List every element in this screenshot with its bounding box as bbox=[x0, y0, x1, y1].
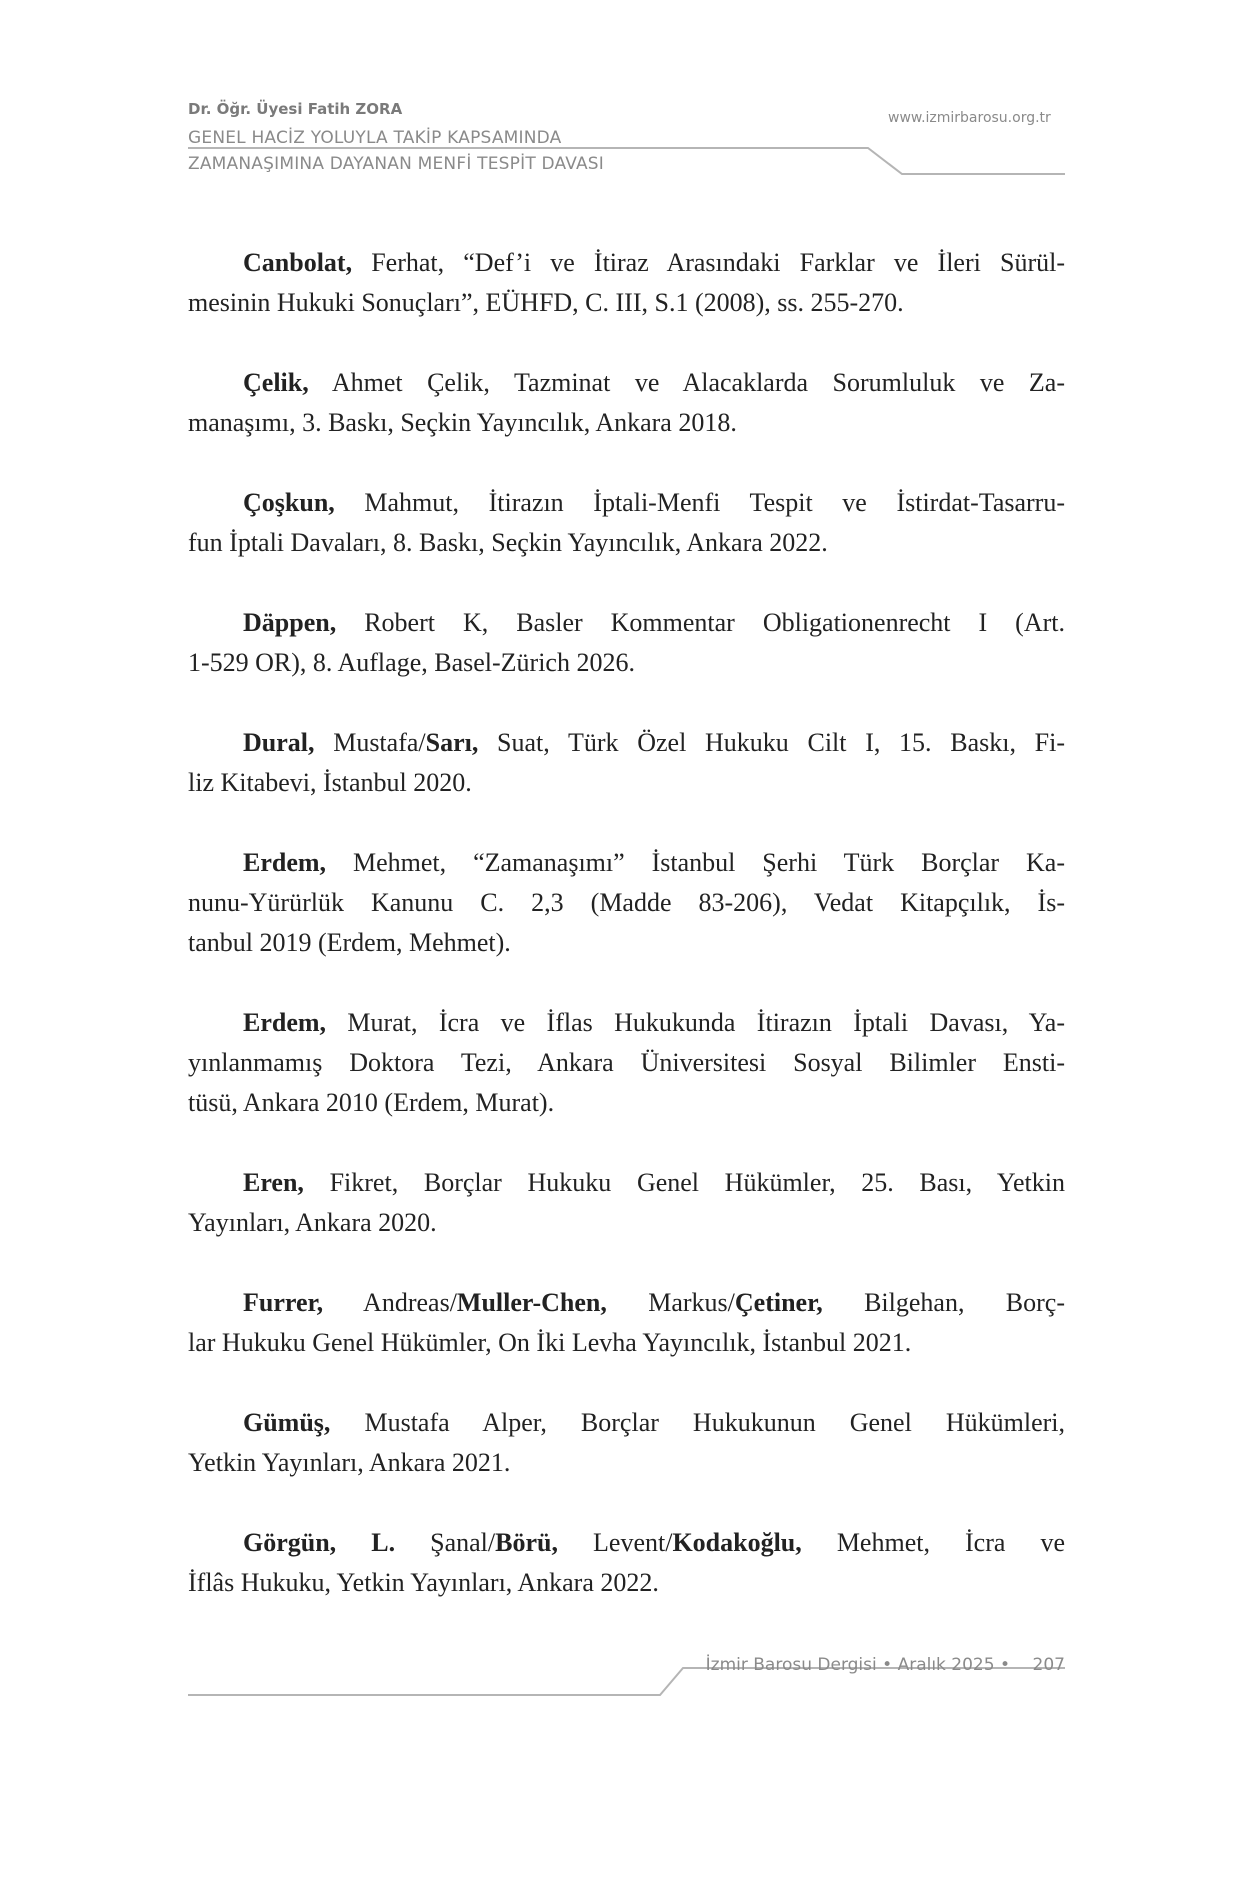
entry-line bbox=[188, 1203, 1065, 1243]
author-surname: Görgün, L. bbox=[243, 1528, 396, 1557]
entry-text: Mustafa Alper, Borçlar Hukukunun Genel Hükümleri, bbox=[330, 1408, 1065, 1437]
website-url: www.izmirbarosu.org.tr bbox=[888, 110, 1051, 126]
author-surname: Erdem, bbox=[243, 848, 327, 877]
author-surname: Muller-Chen, bbox=[456, 1288, 607, 1317]
entry-line bbox=[188, 643, 1065, 683]
entry-line bbox=[188, 1323, 1065, 1363]
article-title-line2: ZAMANAŞIMINA DAYANAN MENFİ TESPİT DAVASI bbox=[188, 154, 605, 174]
entry-text: Mehmet, İcra ve bbox=[801, 1528, 1065, 1557]
author-surname: Gümüş, bbox=[243, 1408, 331, 1437]
entry-text: Murat, İcra ve İflas Hukukunda İtirazın İptali Davası, Ya- bbox=[326, 1008, 1065, 1037]
entry-line bbox=[188, 923, 1065, 963]
entry-line bbox=[188, 1563, 1065, 1603]
bibliography-entry bbox=[188, 363, 1065, 443]
bibliography-entry bbox=[188, 843, 1065, 963]
entry-text: Bilgehan, Borç- bbox=[822, 1288, 1065, 1317]
author-surname: Börü, bbox=[495, 1528, 558, 1557]
entry-text: tanbul 2019 (Erdem, Mehmet). bbox=[188, 928, 511, 957]
entry-line bbox=[188, 843, 1065, 883]
author-surname: Dural, bbox=[243, 728, 315, 757]
author-surname: Çetiner, bbox=[734, 1288, 823, 1317]
entry-text: Ahmet Çelik, Tazminat ve Alacaklarda Sorumluluk ve Za- bbox=[308, 368, 1065, 397]
entry-text: yınlanmamış Doktora Tezi, Ankara Üniversitesi Sosyal Bilimler Ensti- bbox=[188, 1048, 1065, 1077]
author-surname: Çoşkun, bbox=[243, 488, 335, 517]
entry-line bbox=[188, 1083, 1065, 1123]
bibliography-entry bbox=[188, 243, 1065, 323]
entry-line bbox=[188, 243, 1065, 283]
entry-line bbox=[188, 603, 1065, 643]
journal-footer: İzmir Barosu Dergisi • Aralık 2025 • bbox=[705, 1655, 1010, 1675]
author-surname: Canbolat, bbox=[243, 248, 353, 277]
author-surname: Erdem, bbox=[243, 1008, 327, 1037]
entry-text: Mustafa/ bbox=[314, 728, 426, 757]
bibliography-entry bbox=[188, 1403, 1065, 1483]
page-number: 207 bbox=[1032, 1655, 1065, 1675]
entry-line bbox=[188, 403, 1065, 443]
entry-line bbox=[188, 763, 1065, 803]
entry-text: liz Kitabevi, İstanbul 2020. bbox=[188, 768, 472, 797]
entry-text: tüsü, Ankara 2010 (Erdem, Murat). bbox=[188, 1088, 555, 1117]
entry-text: Mahmut, İtirazın İptali-Menfi Tespit ve İstirdat-Tasarru- bbox=[334, 488, 1065, 517]
author-surname: Sarı, bbox=[425, 728, 479, 757]
entry-text: fun İptali Davaları, 8. Baskı, Seçkin Yayıncılık, Ankara 2022. bbox=[188, 528, 828, 557]
entry-text: İflâs Hukuku, Yetkin Yayınları, Ankara 2022. bbox=[188, 1568, 659, 1597]
bibliography-entry bbox=[188, 603, 1065, 683]
entry-text: Markus/ bbox=[606, 1288, 735, 1317]
bibliography-list bbox=[188, 243, 1065, 1643]
author-name: Dr. Öğr. Üyesi Fatih ZORA bbox=[188, 100, 403, 118]
author-surname: Furrer, bbox=[243, 1288, 324, 1317]
author-surname: Çelik, bbox=[243, 368, 309, 397]
bibliography-entry bbox=[188, 1003, 1065, 1123]
entry-line bbox=[188, 1523, 1065, 1563]
entry-text: Robert K, Basler Kommentar Obligationenrecht I (Art. bbox=[336, 608, 1065, 637]
entry-text: 1-529 OR), 8. Auflage, Basel-Zürich 2026. bbox=[188, 648, 635, 677]
bibliography-entry bbox=[188, 723, 1065, 803]
entry-line bbox=[188, 1043, 1065, 1083]
entry-line bbox=[188, 1443, 1065, 1483]
entry-line bbox=[188, 1403, 1065, 1443]
entry-text: Suat, Türk Özel Hukuku Cilt I, 15. Baskı, Fi- bbox=[478, 728, 1065, 757]
entry-text: lar Hukuku Genel Hükümler, On İki Levha Yayıncılık, İstanbul 2021. bbox=[188, 1328, 912, 1357]
entry-line bbox=[188, 283, 1065, 323]
entry-text: Yayınları, Ankara 2020. bbox=[188, 1208, 437, 1237]
author-surname: Kodakoğlu, bbox=[672, 1528, 802, 1557]
entry-text: Andreas/ bbox=[323, 1288, 457, 1317]
entry-text: manaşımı, 3. Baskı, Seçkin Yayıncılık, Ankara 2018. bbox=[188, 408, 737, 437]
entry-line bbox=[188, 1163, 1065, 1203]
entry-line bbox=[188, 363, 1065, 403]
entry-text: Şanal/ bbox=[395, 1528, 496, 1557]
entry-line bbox=[188, 883, 1065, 923]
entry-line bbox=[188, 1003, 1065, 1043]
entry-line bbox=[188, 1283, 1065, 1323]
author-surname: Eren, bbox=[243, 1168, 304, 1197]
bibliography-entry bbox=[188, 1163, 1065, 1243]
entry-text: nunu-Yürürlük Kanunu C. 2,3 (Madde 83-206), Vedat Kitapçılık, İs- bbox=[188, 888, 1065, 917]
entry-line bbox=[188, 523, 1065, 563]
entry-line bbox=[188, 723, 1065, 763]
entry-line bbox=[188, 483, 1065, 523]
bibliography-entry bbox=[188, 1523, 1065, 1603]
article-title-line1: GENEL HACİZ YOLUYLA TAKİP KAPSAMINDA bbox=[188, 128, 562, 148]
entry-text: Yetkin Yayınları, Ankara 2021. bbox=[188, 1448, 511, 1477]
entry-text: Ferhat, “Def’i ve İtiraz Arasındaki Farklar ve İleri Sürül- bbox=[352, 248, 1065, 277]
entry-text: mesinin Hukuki Sonuçları”, EÜHFD, C. III, S.1 (2008), ss. 255-270. bbox=[188, 288, 904, 317]
entry-text: Fikret, Borçlar Hukuku Genel Hükümler, 25. Bası, Yetkin bbox=[303, 1168, 1065, 1197]
entry-text: Mehmet, “Zamanaşımı” İstanbul Şerhi Türk Borçlar Ka- bbox=[326, 848, 1065, 877]
bibliography-entry bbox=[188, 483, 1065, 563]
author-surname: Däppen, bbox=[243, 608, 337, 637]
bibliography-entry bbox=[188, 1283, 1065, 1363]
entry-text: Levent/ bbox=[557, 1528, 673, 1557]
